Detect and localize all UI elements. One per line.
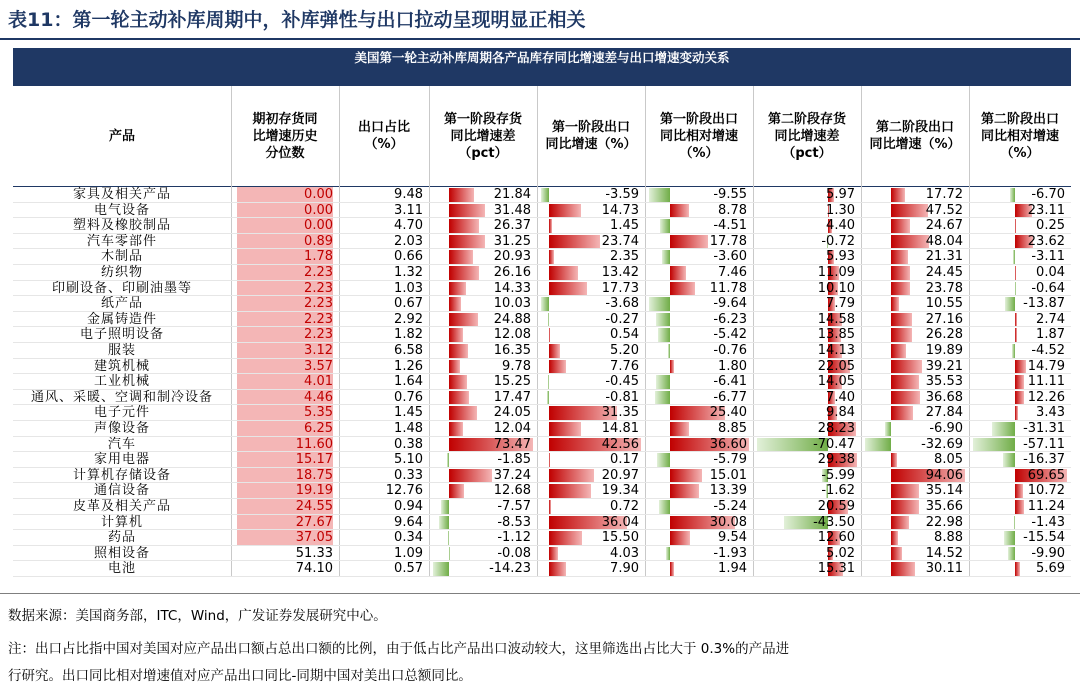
value-s2-export-yoy: 35.66 xyxy=(925,499,963,514)
value-s2-export-yoy: 47.52 xyxy=(925,202,963,218)
value-s1-export-relative: -4.51 xyxy=(713,218,747,234)
percentile-value: 24.55 xyxy=(295,499,333,514)
export-share-value: 6.58 xyxy=(394,343,423,358)
value-s2-inventory-diff: -5.99 xyxy=(821,467,855,483)
value-s1-export-relative: -0.76 xyxy=(713,343,747,358)
percentile-value: 5.35 xyxy=(304,405,333,421)
value-s1-inventory-diff: 9.78 xyxy=(502,358,531,374)
data-table xyxy=(13,48,1071,577)
percentile-value: 3.57 xyxy=(304,358,333,374)
header-percentile xyxy=(231,86,339,187)
value-s2-inventory-diff: 5.97 xyxy=(826,187,855,202)
value-s2-export-relative: 11.24 xyxy=(1027,499,1065,514)
value-s2-export-relative: -16.37 xyxy=(1023,452,1065,468)
product-name: 纸产品 xyxy=(100,296,143,312)
value-s1-export-relative: 13.39 xyxy=(709,483,747,499)
value-s2-export-yoy: 17.72 xyxy=(925,187,963,202)
value-s2-export-relative: 23.11 xyxy=(1027,202,1065,218)
table-row xyxy=(13,327,1071,343)
export-share-value: 0.94 xyxy=(394,499,423,514)
value-s1-export-yoy: 17.73 xyxy=(601,280,639,296)
value-s1-export-yoy: -3.59 xyxy=(605,187,639,202)
value-s1-inventory-diff: 12.04 xyxy=(493,421,531,436)
product-name: 皮革及相关产品 xyxy=(72,499,171,514)
value-s2-export-yoy: 24.67 xyxy=(925,218,963,234)
table-row xyxy=(13,203,1071,219)
percentile-value: 51.33 xyxy=(295,545,333,561)
footnote-line-2: 行研究。出口同比相对增速值对应产品出口同比-同期中国对美出口总额同比。 xyxy=(8,668,472,684)
value-s1-export-yoy: -0.45 xyxy=(605,374,639,390)
value-s2-export-yoy: 48.04 xyxy=(925,233,963,249)
export-share-value: 1.03 xyxy=(394,280,423,296)
export-share-value: 0.57 xyxy=(394,561,423,577)
product-name: 汽车零部件 xyxy=(86,233,157,249)
value-s1-export-relative: 8.78 xyxy=(718,202,747,218)
table-row xyxy=(13,546,1071,562)
export-share-value: 0.33 xyxy=(394,467,423,483)
value-s2-export-yoy: 36.68 xyxy=(925,389,963,405)
export-share-value: 1.09 xyxy=(394,545,423,561)
product-name: 建筑机械 xyxy=(93,358,150,374)
value-s1-export-relative: 25.40 xyxy=(709,405,747,421)
value-s1-export-relative: -6.77 xyxy=(713,389,747,405)
value-s2-export-relative: -6.70 xyxy=(1031,187,1065,202)
value-s1-inventory-diff: 26.37 xyxy=(493,218,531,234)
value-s1-export-relative: -6.41 xyxy=(713,374,747,390)
value-s1-export-relative: 9.54 xyxy=(718,530,747,546)
value-s1-export-relative: -6.23 xyxy=(713,311,747,327)
value-s1-export-yoy: 4.03 xyxy=(610,545,639,561)
value-s2-inventory-diff: 5.93 xyxy=(826,249,855,265)
value-s2-export-yoy: 14.52 xyxy=(925,545,963,561)
value-s1-export-yoy: 31.35 xyxy=(601,405,639,421)
header-label: 第二阶段出口 同比增速（%） xyxy=(869,120,961,152)
value-s2-export-yoy: 30.11 xyxy=(925,561,963,577)
value-s2-inventory-diff: 14.13 xyxy=(817,343,855,358)
value-s2-inventory-diff: -43.50 xyxy=(813,514,855,530)
value-s2-export-relative: 5.69 xyxy=(1036,561,1065,577)
header-label: 第一阶段出口 同比相对增速 （%） xyxy=(659,111,738,161)
value-s2-export-relative: 11.11 xyxy=(1027,374,1065,390)
value-s1-export-relative: 30.08 xyxy=(709,514,747,530)
table-row xyxy=(13,437,1071,453)
percentile-value: 18.75 xyxy=(295,467,333,483)
value-s2-inventory-diff: 1.30 xyxy=(826,202,855,218)
value-s2-export-yoy: 27.16 xyxy=(925,311,963,327)
value-s1-inventory-diff: 73.47 xyxy=(493,436,531,452)
value-s2-export-yoy: 8.05 xyxy=(934,452,963,468)
product-name: 电子照明设备 xyxy=(79,327,164,343)
product-name: 通信设备 xyxy=(93,483,150,499)
percentile-value: 6.25 xyxy=(304,421,333,436)
value-s1-inventory-diff: 37.24 xyxy=(493,467,531,483)
product-name: 家用电器 xyxy=(93,452,150,468)
export-share-value: 1.45 xyxy=(394,405,423,421)
value-s1-inventory-diff: 16.35 xyxy=(493,343,531,358)
value-s1-export-yoy: -0.27 xyxy=(605,311,639,327)
product-name: 声像设备 xyxy=(93,421,150,436)
percentile-value: 4.46 xyxy=(304,389,333,405)
header-label: 期初存货同 比增速历史 分位数 xyxy=(252,111,318,161)
percentile-value: 4.01 xyxy=(304,374,333,390)
value-s1-export-relative: 36.60 xyxy=(709,436,747,452)
value-s2-inventory-diff: 11.09 xyxy=(817,265,855,280)
value-s1-export-yoy: 0.72 xyxy=(610,499,639,514)
table-row xyxy=(13,374,1071,390)
product-name: 纺织物 xyxy=(100,265,143,280)
table-row xyxy=(13,312,1071,328)
value-s2-export-yoy: -32.69 xyxy=(921,436,963,452)
value-s1-inventory-diff: 17.47 xyxy=(493,389,531,405)
value-s2-export-yoy: 19.89 xyxy=(925,343,963,358)
table-row xyxy=(13,296,1071,312)
export-share-value: 0.67 xyxy=(394,296,423,312)
product-name: 塑料及橡胶制品 xyxy=(72,218,171,234)
value-s2-export-relative: 0.25 xyxy=(1036,218,1065,234)
value-s2-inventory-diff: 9.84 xyxy=(826,405,855,421)
table-row xyxy=(13,218,1071,234)
value-s2-inventory-diff: 4.40 xyxy=(826,218,855,234)
header-s2-export-yoy xyxy=(861,86,969,187)
product-name: 电子元件 xyxy=(93,405,150,421)
value-s2-export-relative: -15.54 xyxy=(1023,530,1065,546)
export-share-value: 12.76 xyxy=(385,483,423,499)
value-s1-inventory-diff: -7.57 xyxy=(497,499,531,514)
export-share-value: 5.10 xyxy=(394,452,423,468)
product-name: 计算机存储设备 xyxy=(72,467,171,483)
export-share-value: 0.34 xyxy=(394,530,423,546)
value-s1-export-relative: -9.64 xyxy=(713,296,747,312)
product-name: 汽车 xyxy=(107,436,136,452)
header-label: 产品 xyxy=(108,128,135,144)
header-product xyxy=(13,86,231,187)
table-banner-spacer xyxy=(13,68,1071,86)
value-s2-inventory-diff: 29.38 xyxy=(817,452,855,468)
percentile-value: 2.23 xyxy=(304,296,333,312)
header-label: 第二阶段存货 同比增速差 （pct） xyxy=(767,111,846,161)
table-row xyxy=(13,343,1071,359)
value-s1-export-relative: -5.79 xyxy=(713,452,747,468)
value-s1-export-yoy: 5.20 xyxy=(610,343,639,358)
percentile-value: 0.89 xyxy=(304,233,333,249)
value-s2-inventory-diff: 13.85 xyxy=(817,327,855,343)
value-s1-export-relative: 15.01 xyxy=(709,467,747,483)
value-s2-inventory-diff: 15.31 xyxy=(817,561,855,577)
value-s2-export-yoy: 26.28 xyxy=(925,327,963,343)
value-s2-export-yoy: 35.53 xyxy=(925,374,963,390)
value-s1-export-yoy: 13.42 xyxy=(601,265,639,280)
value-s1-export-yoy: 0.17 xyxy=(610,452,639,468)
table-row xyxy=(13,515,1071,531)
value-s1-inventory-diff: 24.05 xyxy=(493,405,531,421)
table-row xyxy=(13,452,1071,468)
table-row xyxy=(13,281,1071,297)
header-label: 出口占比 （%） xyxy=(357,120,410,152)
header-s2-inventory-diff xyxy=(753,86,861,187)
value-s1-inventory-diff: 31.25 xyxy=(493,233,531,249)
value-s1-inventory-diff: 15.25 xyxy=(493,374,531,390)
product-name: 印刷设备、印刷油墨等 xyxy=(51,280,192,296)
table-row xyxy=(13,421,1071,437)
value-s1-inventory-diff: 26.16 xyxy=(493,265,531,280)
value-s2-export-yoy: 24.45 xyxy=(925,265,963,280)
table-row xyxy=(13,390,1071,406)
value-s2-export-relative: 23.62 xyxy=(1027,233,1065,249)
value-s2-inventory-diff: 28.23 xyxy=(817,421,855,436)
value-s1-export-relative: 7.46 xyxy=(718,265,747,280)
percentile-value: 27.67 xyxy=(295,514,333,530)
value-s2-export-relative: 10.72 xyxy=(1027,483,1065,499)
table-row xyxy=(13,265,1071,281)
value-s2-inventory-diff: 20.59 xyxy=(817,499,855,514)
product-name: 服装 xyxy=(107,343,136,358)
value-s2-export-relative: 3.43 xyxy=(1036,405,1065,421)
value-s2-export-yoy: 21.31 xyxy=(925,249,963,265)
product-name: 家具及相关产品 xyxy=(72,187,171,202)
value-s1-inventory-diff: -8.53 xyxy=(497,514,531,530)
table-bottom-divider xyxy=(0,593,1080,594)
value-s1-export-yoy: 15.50 xyxy=(601,530,639,546)
value-s2-export-relative: 0.04 xyxy=(1036,265,1065,280)
value-s1-export-relative: -3.60 xyxy=(713,249,747,265)
value-s1-export-yoy: 7.76 xyxy=(610,358,639,374)
header-s1-export-relative xyxy=(645,86,753,187)
value-s1-export-yoy: 2.35 xyxy=(610,249,639,265)
percentile-value: 19.19 xyxy=(295,483,333,499)
value-s1-inventory-diff: 24.88 xyxy=(493,311,531,327)
product-name: 药品 xyxy=(107,530,136,546)
value-s2-inventory-diff: -70.47 xyxy=(813,436,855,452)
export-share-value: 1.48 xyxy=(394,421,423,436)
value-s2-export-relative: 2.74 xyxy=(1036,311,1065,327)
value-s1-inventory-diff: -14.23 xyxy=(489,561,531,577)
value-s1-export-relative: -5.24 xyxy=(713,499,747,514)
percentile-value: 2.23 xyxy=(304,327,333,343)
product-name: 电池 xyxy=(107,561,136,577)
percentile-value: 0.00 xyxy=(304,202,333,218)
header-s2-export-relative xyxy=(969,86,1071,187)
export-share-value: 0.66 xyxy=(394,249,423,265)
value-s1-export-relative: 1.80 xyxy=(718,358,747,374)
header-s1-export-yoy xyxy=(537,86,645,187)
value-s1-inventory-diff: 14.33 xyxy=(493,280,531,296)
value-s1-inventory-diff: 12.68 xyxy=(493,483,531,499)
value-s2-export-relative: 12.26 xyxy=(1027,389,1065,405)
value-s2-export-yoy: 94.06 xyxy=(925,467,963,483)
export-share-value: 2.92 xyxy=(394,311,423,327)
export-share-value: 3.11 xyxy=(394,202,423,218)
value-s1-inventory-diff: 12.08 xyxy=(493,327,531,343)
value-s1-export-yoy: 0.54 xyxy=(610,327,639,343)
value-s1-export-relative: -9.55 xyxy=(713,187,747,202)
product-name: 金属铸造件 xyxy=(86,311,157,327)
value-s2-inventory-diff: 12.60 xyxy=(817,530,855,546)
value-s1-inventory-diff: -0.08 xyxy=(497,545,531,561)
value-s1-inventory-diff: 10.03 xyxy=(493,296,531,312)
value-s1-export-yoy: 19.34 xyxy=(601,483,639,499)
percentile-value: 3.12 xyxy=(304,343,333,358)
product-name: 木制品 xyxy=(100,249,143,265)
value-s1-export-relative: 17.78 xyxy=(709,233,747,249)
header-label: 第一阶段存货 同比增速差 （pct） xyxy=(443,111,522,161)
value-s2-export-yoy: 8.88 xyxy=(934,530,963,546)
table-body xyxy=(13,48,1071,577)
value-s1-export-yoy: 23.74 xyxy=(601,233,639,249)
percentile-value: 11.60 xyxy=(295,436,333,452)
table-row xyxy=(13,483,1071,499)
header-s1-inventory-diff xyxy=(429,86,537,187)
value-s2-inventory-diff: 14.05 xyxy=(817,374,855,390)
export-share-value: 1.82 xyxy=(394,327,423,343)
value-s2-export-yoy: 27.84 xyxy=(925,405,963,421)
value-s2-inventory-diff: 7.79 xyxy=(826,296,855,312)
value-s2-export-relative: 1.87 xyxy=(1036,327,1065,343)
value-s2-inventory-diff: 22.05 xyxy=(817,358,855,374)
percentile-value: 2.23 xyxy=(304,265,333,280)
footnote-line-1: 注：出口占比指中国对美国对应产品出口额占总出口额的比例，由于低占比产品出口波动较大，这里筛选出占比大于 0.3%的产品进 xyxy=(8,641,790,657)
table-row xyxy=(13,234,1071,250)
export-share-value: 0.76 xyxy=(394,389,423,405)
table-row xyxy=(13,249,1071,265)
value-s2-export-relative: -4.52 xyxy=(1031,343,1065,358)
value-s2-export-yoy: 10.55 xyxy=(925,296,963,312)
value-s1-export-yoy: 14.73 xyxy=(601,202,639,218)
value-s2-export-yoy: 22.98 xyxy=(925,514,963,530)
product-name: 电气设备 xyxy=(93,202,150,218)
export-share-value: 9.48 xyxy=(394,187,423,202)
header-label: 第一阶段出口 同比增速（%） xyxy=(545,120,637,152)
product-name: 工业机械 xyxy=(93,374,150,390)
value-s1-export-yoy: 1.45 xyxy=(610,218,639,234)
table-row xyxy=(13,561,1071,577)
value-s2-inventory-diff: 10.10 xyxy=(817,280,855,296)
value-s2-export-relative: -3.11 xyxy=(1031,249,1065,265)
export-share-value: 4.70 xyxy=(394,218,423,234)
value-s1-inventory-diff: -1.85 xyxy=(497,452,531,468)
percentile-value: 15.17 xyxy=(295,452,333,468)
export-share-value: 9.64 xyxy=(394,514,423,530)
product-name: 照相设备 xyxy=(93,545,150,561)
value-s2-export-relative: -13.87 xyxy=(1023,296,1065,312)
header-export-share xyxy=(339,86,429,187)
value-s2-export-yoy: 35.14 xyxy=(925,483,963,499)
value-s2-export-relative: 69.65 xyxy=(1027,467,1065,483)
value-s2-inventory-diff: 5.02 xyxy=(826,545,855,561)
table-row xyxy=(13,187,1071,203)
value-s1-inventory-diff: -1.12 xyxy=(497,530,531,546)
value-s2-export-yoy: 23.78 xyxy=(925,280,963,296)
value-s1-export-yoy: 20.97 xyxy=(601,467,639,483)
value-s2-export-relative: 14.79 xyxy=(1027,358,1065,374)
title-divider xyxy=(0,38,1080,40)
table-banner-title: 美国第一轮主动补库周期各产品库存同比增速差与出口增速变动关系 xyxy=(13,48,1071,68)
percentile-value: 1.78 xyxy=(304,249,333,265)
source-note: 数据来源：美国商务部，ITC，Wind，广发证券发展研究中心。 xyxy=(8,608,387,624)
value-s2-export-relative: -9.90 xyxy=(1031,545,1065,561)
export-share-value: 1.32 xyxy=(394,265,423,280)
value-s1-export-relative: -1.93 xyxy=(713,545,747,561)
table-row xyxy=(13,468,1071,484)
value-s2-export-relative: -57.11 xyxy=(1023,436,1065,452)
value-s2-export-relative: -31.31 xyxy=(1023,421,1065,436)
value-s1-inventory-diff: 31.48 xyxy=(493,202,531,218)
export-share-value: 1.64 xyxy=(394,374,423,390)
value-s1-export-relative: -5.42 xyxy=(713,327,747,343)
value-s2-inventory-diff: -1.62 xyxy=(821,483,855,499)
table-row xyxy=(13,499,1071,515)
row-divider xyxy=(13,576,1071,577)
value-s1-export-relative: 1.94 xyxy=(718,561,747,577)
value-s1-export-relative: 11.78 xyxy=(709,280,747,296)
value-s1-export-yoy: 14.81 xyxy=(601,421,639,436)
value-s1-export-yoy: -0.81 xyxy=(605,389,639,405)
table-row xyxy=(13,530,1071,546)
value-s1-export-relative: 8.85 xyxy=(718,421,747,436)
export-share-value: 1.26 xyxy=(394,358,423,374)
percentile-value: 74.10 xyxy=(295,561,333,577)
percentile-value: 2.23 xyxy=(304,311,333,327)
value-s1-inventory-diff: 20.93 xyxy=(493,249,531,265)
value-s1-inventory-diff: 21.84 xyxy=(493,187,531,202)
table-row xyxy=(13,359,1071,375)
value-s1-export-yoy: 36.04 xyxy=(601,514,639,530)
value-s2-inventory-diff: -0.72 xyxy=(821,233,855,249)
product-name: 计算机 xyxy=(100,514,143,530)
value-s2-inventory-diff: 14.58 xyxy=(817,311,855,327)
percentile-value: 2.23 xyxy=(304,280,333,296)
value-s2-export-relative: -0.64 xyxy=(1031,280,1065,296)
product-name: 通风、采暖、空调和制冷设备 xyxy=(30,389,213,405)
value-s1-export-yoy: 7.90 xyxy=(610,561,639,577)
page-title: 表11：第一轮主动补库周期中，补库弹性与出口拉动呈现明显正相关 xyxy=(8,9,586,31)
value-s2-export-yoy: -6.90 xyxy=(929,421,963,436)
value-s1-export-yoy: 42.56 xyxy=(601,436,639,452)
export-share-value: 2.03 xyxy=(394,233,423,249)
value-s2-inventory-diff: 7.40 xyxy=(826,389,855,405)
value-s2-export-yoy: 39.21 xyxy=(925,358,963,374)
export-share-value: 0.38 xyxy=(394,436,423,452)
value-s1-export-yoy: -3.68 xyxy=(605,296,639,312)
percentile-value: 0.00 xyxy=(304,187,333,202)
value-s2-export-relative: -1.43 xyxy=(1031,514,1065,530)
percentile-value: 0.00 xyxy=(304,218,333,234)
table-row xyxy=(13,405,1071,421)
percentile-value: 37.05 xyxy=(295,530,333,546)
header-label: 第二阶段出口 同比相对增速 （%） xyxy=(980,111,1059,161)
